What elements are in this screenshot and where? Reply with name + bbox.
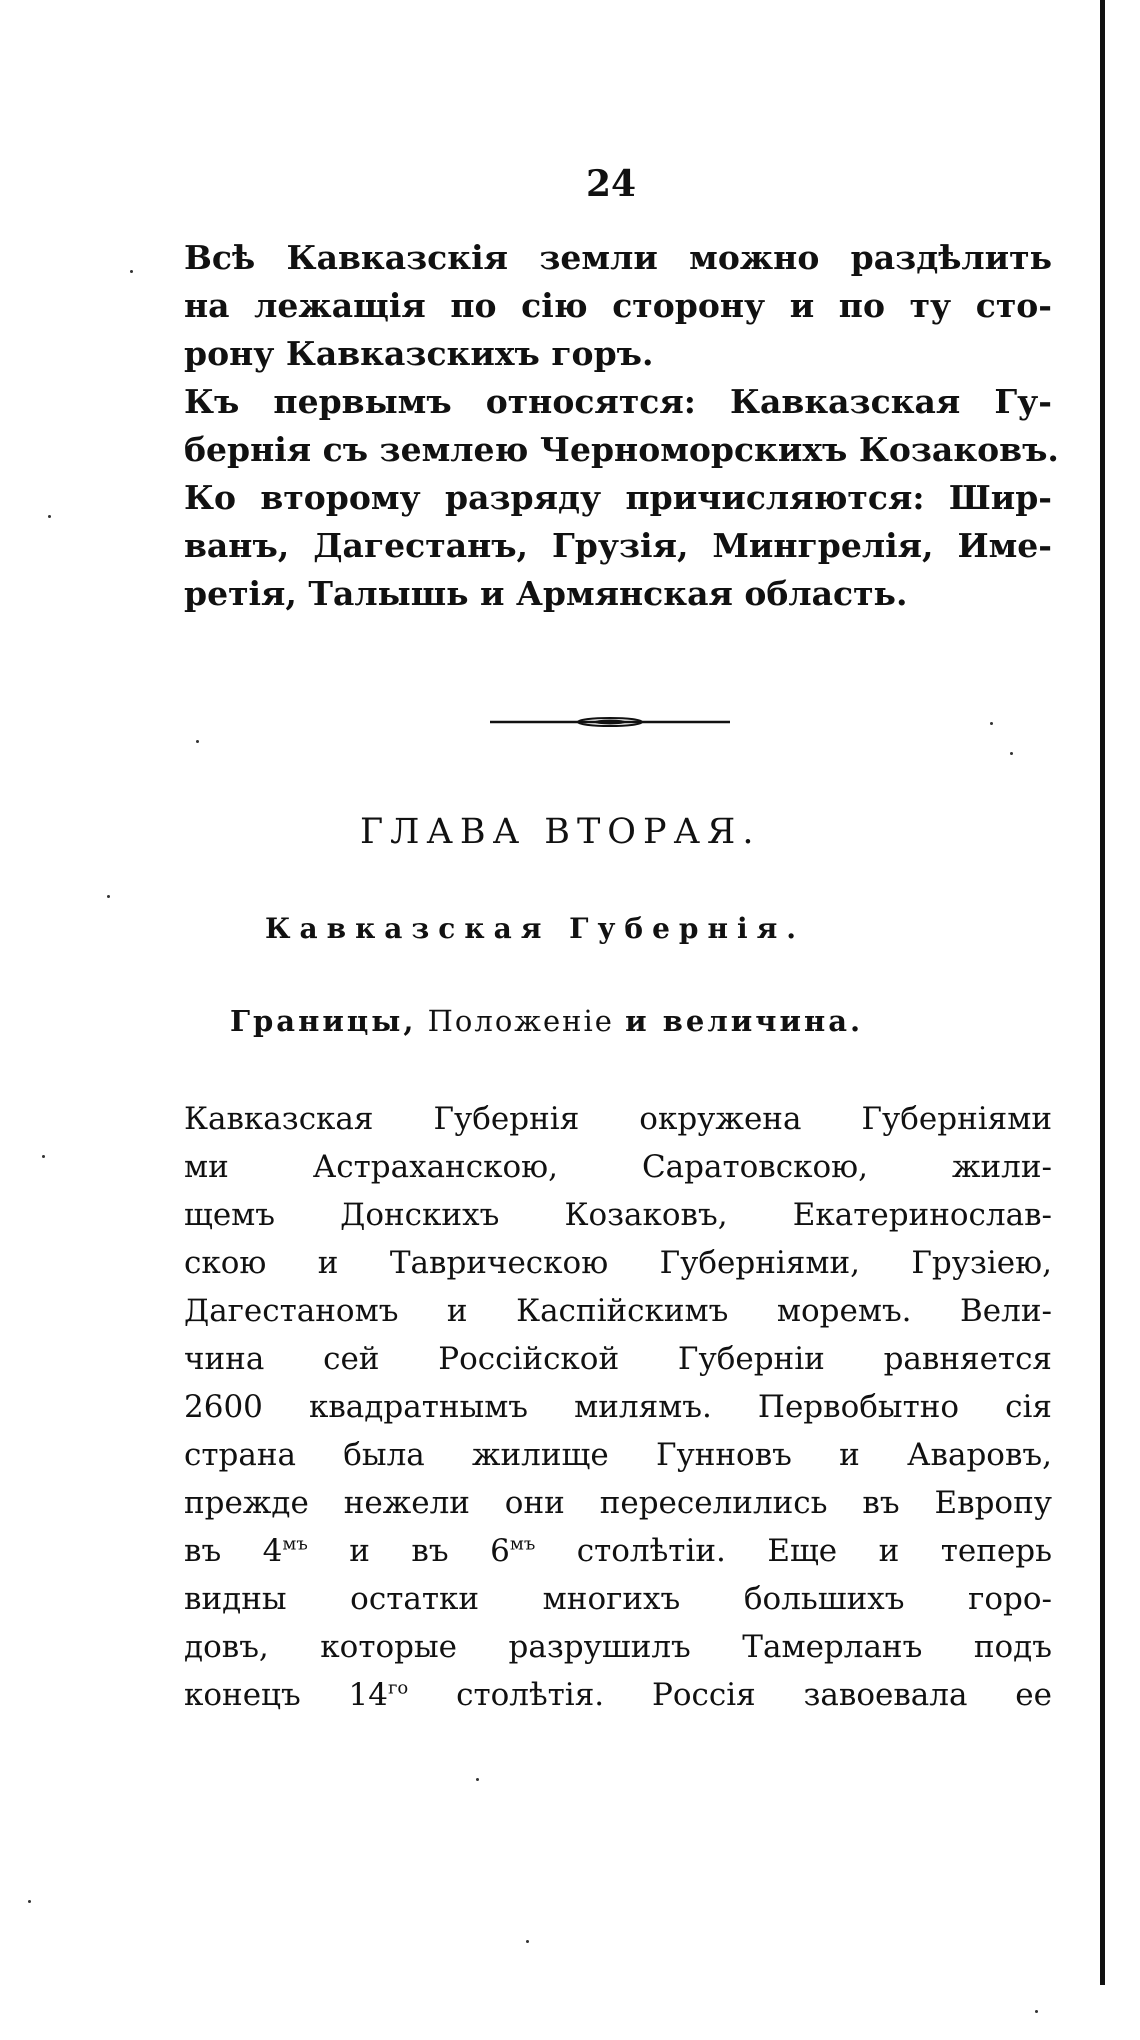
text-fragment: столѣтіи. Еще и теперь <box>535 1533 1052 1569</box>
text-line: ми Астраханскою, Саратовскою, жили- <box>184 1149 1052 1185</box>
text-line: видны остатки многихъ большихъ горо- <box>184 1581 1052 1617</box>
section-title: Кавказская Губернія. <box>265 912 806 945</box>
scan-speck <box>476 1778 479 1781</box>
text-line: рону Кавказскихъ горъ. <box>184 334 654 373</box>
scan-speck <box>28 1900 31 1903</box>
text-line: скою и Таврическою Губерніями, Грузіею, <box>184 1245 1052 1281</box>
scan-speck <box>1035 2010 1038 2013</box>
superscript: го <box>387 1677 409 1699</box>
scan-speck <box>42 1155 45 1158</box>
scan-speck <box>130 270 133 273</box>
text-fragment: конецъ 14 <box>184 1677 388 1713</box>
text-line: Кавказская Губернія окружена Губерніями <box>184 1101 1052 1137</box>
text-line: ретія, Талышь и Армянская область. <box>184 574 908 613</box>
body-paragraph <box>184 1095 1052 1719</box>
subsection-part: Границы, <box>230 1004 417 1038</box>
text-line: Ко второму разряду причисляются: Шир- <box>184 478 1052 517</box>
scan-speck <box>990 722 993 725</box>
text-line-century <box>184 1527 1052 1575</box>
text-line: Дагестаномъ и Каспійскимъ моремъ. Вели- <box>184 1293 1052 1329</box>
text-line-last <box>184 1671 1052 1719</box>
subsection-part: и величина. <box>625 1004 864 1038</box>
scan-speck <box>196 740 199 743</box>
scan-speck <box>107 895 110 898</box>
text-line: прежде нежели они переселились въ Европу <box>184 1485 1052 1521</box>
text-line: довъ, которые разрушилъ Тамерланъ подъ <box>184 1629 1052 1665</box>
page-number: 24 <box>586 163 637 205</box>
subsection-title <box>230 1004 863 1038</box>
superscript: мъ <box>282 1533 308 1555</box>
ornament-divider <box>490 712 730 732</box>
text-line: чина сей Россійской Губерніи равняется <box>184 1341 1052 1377</box>
intro-paragraphs <box>184 234 1059 618</box>
chapter-title: ГЛАВА ВТОРАЯ. <box>360 812 761 852</box>
superscript: мъ <box>509 1533 536 1555</box>
text-fragment: и въ 6 <box>307 1533 510 1569</box>
subsection-part: Положеніе <box>427 1004 614 1038</box>
text-line: 2600 квадратнымъ милямъ. Первобытно сія <box>184 1389 1052 1425</box>
text-line: бернія съ землею Черноморскихъ Козаковъ. <box>184 430 1059 469</box>
scan-speck <box>526 1940 529 1943</box>
text-fragment: столѣтія. Россія завоевала ее <box>408 1677 1052 1713</box>
text-line: на лежащія по сію сторону и по ту сто- <box>184 286 1052 325</box>
text-line: страна была жилище Гунновъ и Аваровъ, <box>184 1437 1052 1473</box>
scan-speck <box>48 515 51 518</box>
text-line: ванъ, Дагестанъ, Грузія, Мингрелія, Име- <box>184 526 1052 565</box>
text-line: щемъ Донскихъ Козаковъ, Екатеринослав- <box>184 1197 1052 1233</box>
text-line: Къ первымъ относятся: Кавказская Гу- <box>184 382 1052 421</box>
text-fragment: въ 4 <box>184 1533 283 1569</box>
page-edge-line <box>1100 0 1105 1985</box>
text-line: Всѣ Кавказскія земли можно раздѣлить <box>184 238 1052 277</box>
scan-speck <box>1010 752 1013 755</box>
